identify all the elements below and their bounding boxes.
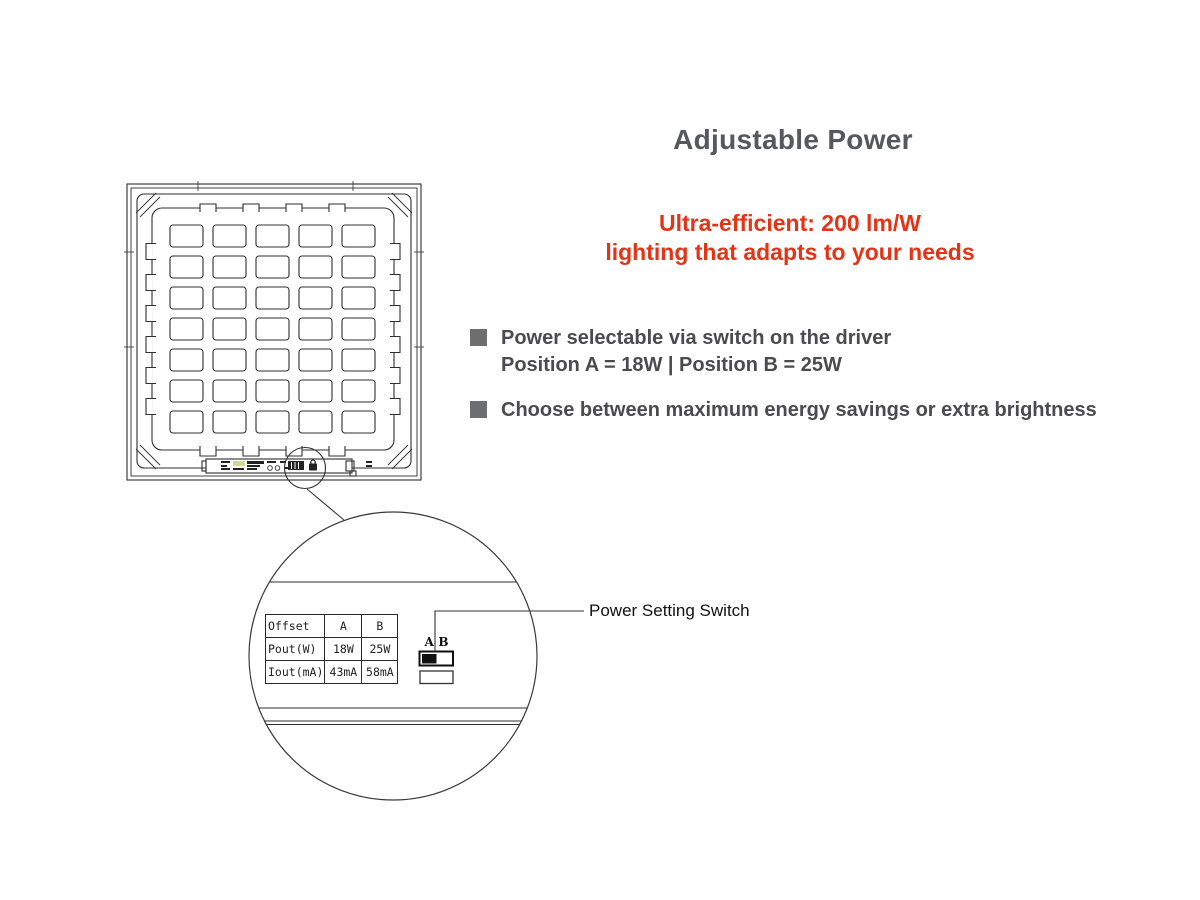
switch-slider-position-a <box>422 654 437 664</box>
feature-2-line-1: Choose between maximum energy savings or extra brightness <box>501 399 1097 421</box>
switch-label-b: B <box>438 635 449 649</box>
panel-inner-frame <box>136 193 412 469</box>
tagline-line2: lighting that adapts to your needs <box>605 239 975 265</box>
power-switch <box>420 652 454 684</box>
plate-led-windows <box>170 225 375 433</box>
spec-cell: 18W <box>325 638 362 661</box>
spec-cell: 58mA <box>362 661 398 684</box>
switch-leader-line <box>435 611 584 651</box>
panel-outer-frame <box>124 181 424 480</box>
led-panel-technical-drawing <box>100 170 800 850</box>
table-row <box>266 661 398 684</box>
spec-cell: 25W <box>362 638 398 661</box>
switch-position-labels <box>420 635 453 649</box>
feature-1-line-2: Position A = 18W | Position B = 25W <box>501 354 842 376</box>
spec-cell: B <box>362 615 398 638</box>
tagline-line1: Ultra-efficient: 200 lm/W <box>658 210 921 236</box>
table-row <box>266 638 398 661</box>
feature-1-line-1: Power selectable via switch on the driver <box>501 327 892 349</box>
magnifier-leader-line <box>307 489 344 520</box>
switch-secondary-slot <box>420 671 453 684</box>
spec-cell: A <box>325 615 362 638</box>
switch-label-a: A <box>424 635 434 649</box>
spec-cell: Offset <box>266 615 325 638</box>
spec-cell: Pout(W) <box>266 638 325 661</box>
power-spec-table <box>265 614 398 684</box>
barcode-label-icon <box>288 461 304 470</box>
waffle-plate <box>146 204 400 457</box>
page-title: Adjustable Power <box>673 124 913 155</box>
plate-edge-tabs <box>146 204 400 457</box>
spec-cell: Iout(mA) <box>266 661 325 684</box>
spec-cell: 43mA <box>325 661 362 684</box>
table-row <box>266 615 398 638</box>
switch-callout-label: Power Setting Switch <box>589 601 750 620</box>
